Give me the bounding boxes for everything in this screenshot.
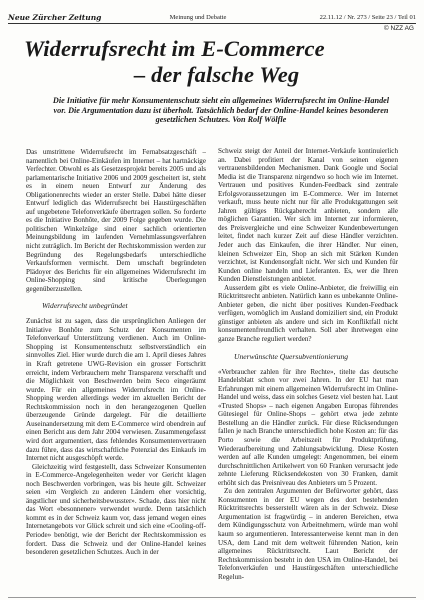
headline-line-1: Widerrufsrecht im E-Commerce (24, 36, 325, 61)
section-name: Meinung und Debatte (169, 13, 227, 21)
headline-line-2: – der falsche Weg (134, 62, 300, 87)
page-bottom-rule (8, 597, 416, 598)
body-paragraph: Ausserdem gibt es viele Online-Anbieter, die freiwillig ein Rücktrittsrecht anbieten. Natürlich kann es unbekannte Online-Anbieter geben, die nicht über positives Kunden-Feedback verfügen, womöglich im Ausland domiziliert sind, ein Produkt günstiger anbieten als andere und sich im Konfliktfall nicht konsumentenfreundlich verhalten. Soll aber ihretwegen eine ganze Branche reguliert werden? (218, 283, 398, 344)
masthead (8, 12, 416, 24)
body-paragraph: «Verbraucher zahlen für ihre Rechte», titelte das deutsche Handelsblatt schon vor zwei Jahren. In der EU hat man Erfahrungen mit einem allgemeinen Widerrufsrecht im Online-Handel und weiss, dass ein solches Gesetz viel besten hat. Laut «Trusted Shops» – nach eigenen Angaben Europas führendes Gütesiegel für Online-Shops – gehört etwa jede zehnte Bestellung an die Händler zurück. Für diese Rücksendungen fallen je nach Branche unterschiedlich hohe Kosten an: für das Porto sowie die Arbeitszeit für Produktprüfung, Wiederaufbereitung und Zahlungsabwicklung. Diese Kosten werden auf alle Kunden umgelegt: Angenommen, bei einem durchschnittlichen Artikelwert von 60 Franken verursacht jede zehnte Lieferung Rücksendekosten von 30 Franken, damit erhöht sich das Preisniveau des Anbieters um 5 Prozent. (218, 367, 398, 487)
subheading: Widerrufsrecht unbegründet (42, 301, 128, 311)
headline (24, 36, 414, 88)
body-paragraph: Zunächst ist zu sagen, dass die ursprünglichen Anliegen der Initiative Bonhôte zum Schutz der Konsumenten im Telefonverkauf Unterstützung verdienen. Auch im Online-Shopping ist Konsumentenschutz selbstverständlich ein sinnvolles Ziel. Hier wurde durch die am 1. April dieses Jahres in Kraft getretene UWG-Revision ein grosser Fortschritt erreicht, indem Verbrauchern mehr Transparenz verschafft und die Möglichkeit von Beschwerden beim Seco eingeräumt wurde. Für ein allgemeines Widerrufsrecht im Online-Shopping werden allerdings weder im aktuellen Bericht der Rechtskommission noch in den herangezogenen Quellen überzeugende Gründe dargelegt. Für die detaillierte Auseinandersetzung mit dem E-Commerce wird obendrein auf einen Bericht aus dem Jahr 2004 verwiesen. Zusammengefasst wird dort argumentiert, dass fehlendes Konsumentenvertrauen dazu führe, dass das wirtschaftliche Potenzial des Einkaufs im Internet nicht ausgeschöpft werde. (26, 317, 206, 463)
right-column (218, 147, 398, 581)
body-paragraph: Gleichzeitig wird festgestellt, dass Schweizer Konsumenten in E-Commerce-Angelegenheiten weder vor Gericht klagen noch Beschwerden vorbringen, was bis heute gilt. Schweizer seien «im Vergleich zu anderen Ländern eher vorsichtig, ängstlicher und sicherheitsbewusster». Schade, dass hier nicht das Wort «besonnener» verwendet wurde. Denn tatsächlich kommt es in der Schweiz kaum vor, dass jemand wegen eines Internetangebots vor Glück schreit und sich eine «Cooling-off-Periode» benötigt, wie der Bericht der Rechtskommission es fordert. Dass die Schweiz und der Online-Handel keines besonderen gesetzlichen Schutzes. Auch in der (26, 462, 206, 557)
subheading: Unerwünschte Quersubventionierung (234, 351, 349, 361)
copyright-notice: © NZZ AG (383, 25, 414, 32)
newspaper-logo: Neue Zürcher Zeitung (8, 12, 102, 22)
lead-paragraph: Die Initiative für mehr Konsumentenschutz sieht ein allgemeines Widerrufsrecht im Online-Handel vor. Die Argumentation dazu ist überholt. Tatsächlich bedarf der Online-Handel keines besonderen gesetzlichen Schutzes. Von Rolf Wölfle (52, 96, 390, 125)
issue-info: 22.11.12 / Nr. 273 / Seite 23 / Teil 01 (319, 13, 416, 21)
body-paragraph: Zu den zentralen Argumenten der Befürworter gehört, dass Konsumenten in der EU wegen des dort bestehenden Rücktrittsrechts besserstellt wären als in der Schweiz. Diese Argumentation ist fragwürdig – in anderen Bereichen, etwa dem Kündigungsschutz von Arbeitnehmern, würde man wohl kaum so argumentieren. Interessanterweise kennt man in den USA, dem Land mit dem weltweit führenden Nation, kein allgemeines Rücktrittsrecht. Laut Bericht der Rechtskommission besteht in den USA im Online-Handel, bei Telefonverkäufen und Haustürgeschäften unterschiedliche Regelun- (218, 487, 398, 581)
body-paragraph: Das umstrittene Widerrufsrecht im Fernabsatzgeschäft – namentlich bei Online-Einkäufen im Internet – hat hartnäckige Verfechter. Obwohl es als Gesetzesprojekt bereits 2005 und als parlamentarische Initiative 2006 und 2009 gescheitert ist, steht es in einem neuen Entwurf zur Änderung des Obligationenrechts wieder an erster Stelle. Dabei hätte dieser Entwurf lediglich das Widerrufsrecht bei Haustürgeschäften auf ungebetene Telefonverkäufe übertragen sollen. So forderte es die Initiative Bonhôte, der 2009 Folge gegeben wurde. Die politischen Winkelzüge sind einer sachlich orientierten Meinungsbildung im laufenden Vernehmlassungsverfahren nicht zuträglich. Im Bericht der Rechtskommission werden zur Begründung des Regelungsbedarfs unterschiedliche Verkaufsformen vermischt. Dem umschaft begründeten Plädoyer des Berichts für ein allgemeines Widerrufsrecht im Online-Shopping sind kritische Überlegungen gegenüberzustellen. (26, 148, 206, 293)
body-paragraph: Schweiz steigt der Anteil der Internet-Verkäufe kontinuierlich an. Dabei profitiert der Kanal von seinen eigenen vertrauensbildenden Mechanismen. Dank Google und Social Media ist die Transparenz nirgendwo so hoch wie im Internet. Vertrauen und positives Kunden-Feedback sind zentrale Erfolgsvoraussetzungen im E-Commerce. Wer im Internet verkauft, muss heute nicht nur für alle Produktgattungen seit Jahren gültiges Rückgaberecht anbieten, sondern alle möglichen Garantien. Wer sich im Internet zur informieren, des Preisvergleiche und eine Schweizer Kundenbewertungen leitet, findet nach kurzer Zeit auf diese Händler verzichten. Jeder auch das Einkaufen, die ihrer Händler. Nur einen, kleinen Schweizer Ein, Shop an sich mit Stärken Kunden verzichtet, ist Kundensorgfalt nicht. Wer sich und Kunden für Kunden online handeln und Lieferanten. Es, wer die Ihren Kunden Dienstleistungen anbietet. (218, 147, 398, 284)
left-column (26, 148, 206, 557)
